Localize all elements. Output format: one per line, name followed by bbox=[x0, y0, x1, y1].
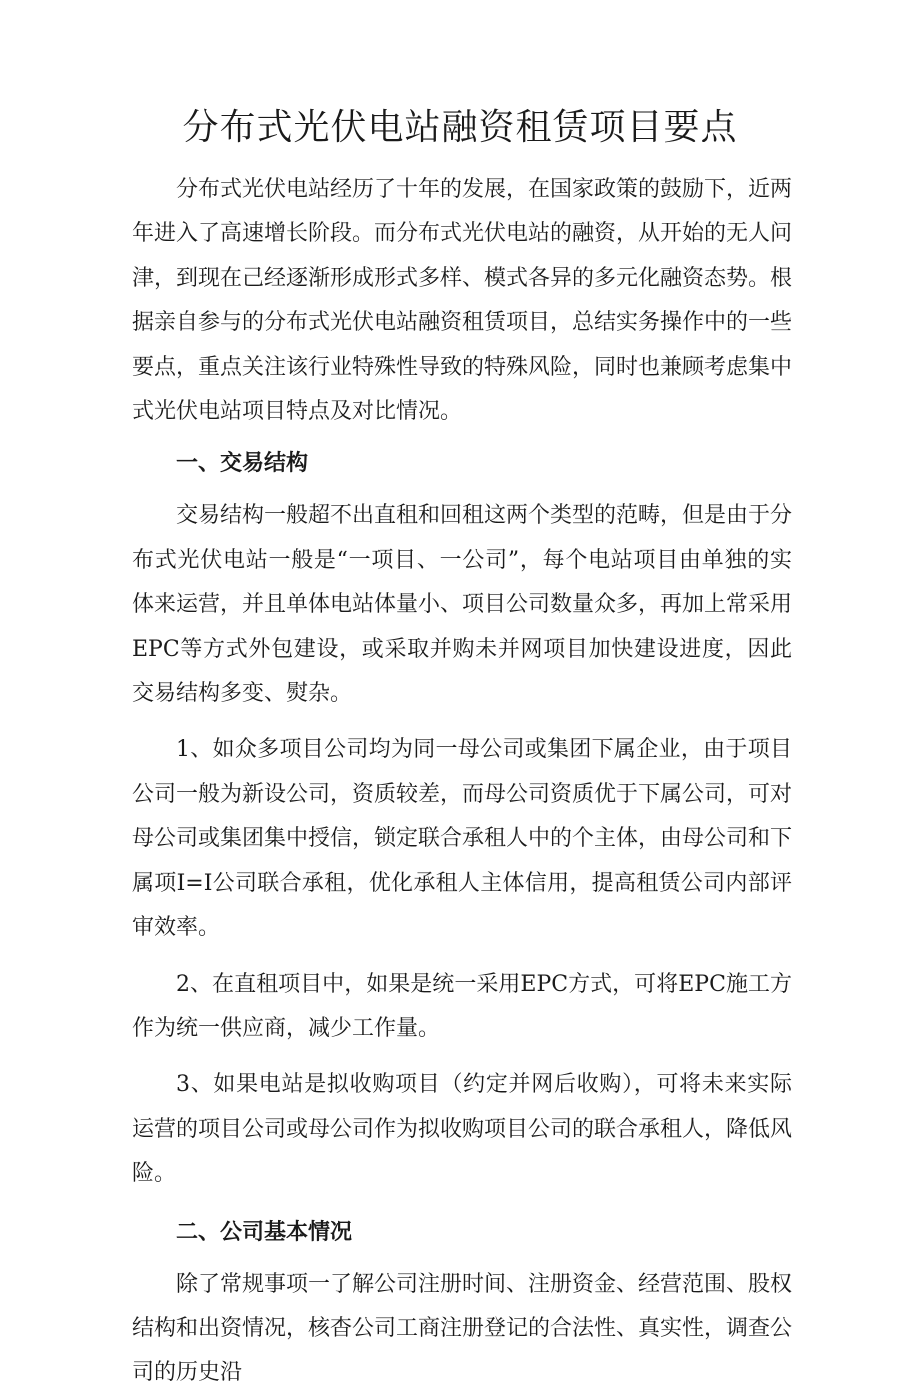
intro-paragraph: 分布式光伏电站经历了十年的发展，在国家政策的鼓励下，近两年进入了高速增长阶段。而分布式光伏电站的融资，从开始的无人问津，到现在己经逐渐形成形式多样、模式各异的多元化融资态势。根据亲自参与的分布式光伏电站融资租赁项目，总结实务操作中的一些要点，重点关注该行业特殊性导致的特殊风险，同时也兼顾考虑集中式光伏电站项目特点及对比情况。 bbox=[132, 177, 793, 425]
section-heading-company-basics: 二、公司基本情况 bbox=[176, 1219, 353, 1245]
point-3-paragraph: 3、如果电站是拟收购项目（约定并网后收购），可将未来实际运营的项目公司或母公司作为拟收购项目公司的联合承租人，降低风险。 bbox=[132, 1072, 793, 1187]
document-body bbox=[132, 168, 792, 1396]
point-2-paragraph: 2、在直租项目中，如果是统一采用EPC方式，可将EPC施工方作为统一供应商，减少工作量。 bbox=[132, 971, 792, 1041]
point-1-paragraph: 1、如众多项目公司均为同一母公司或集团下属企业，由于项目公司一般为新设公司，资质较差，而母公司资质优于下属公司，可对母公司或集团集中授信，锁定联合承租人中的个主体，由母公司和下属项I=I公司联合承租，优化承租人主体信用，提高租赁公司内部评审效率。 bbox=[132, 737, 793, 941]
section-heading-trade-structure: 一、交易结构 bbox=[176, 451, 309, 477]
company-basics-paragraph: 除了常规事项一了解公司注册时间、注册资金、经营范围、股权结构和出资情况，核杳公司工商注册登记的合法性、真实性，调查公司的历史沿 bbox=[132, 1271, 793, 1386]
document-title: 分布式光伏电站融资租赁项目要点 bbox=[182, 107, 738, 148]
trade-structure-paragraph: 交易结构一般超不出直租和回租这两个类型的范畴，但是由于分布式光伏电站一般是“一项目、一公司”，每个电站项目由单独的实体来运营，并且单体电站体量小、项目公司数量众多，再加上常采用EPC等方式外包建设，或采取并购未并网项目加快建设进度，因此交易结构多变、熨杂。 bbox=[132, 503, 793, 707]
